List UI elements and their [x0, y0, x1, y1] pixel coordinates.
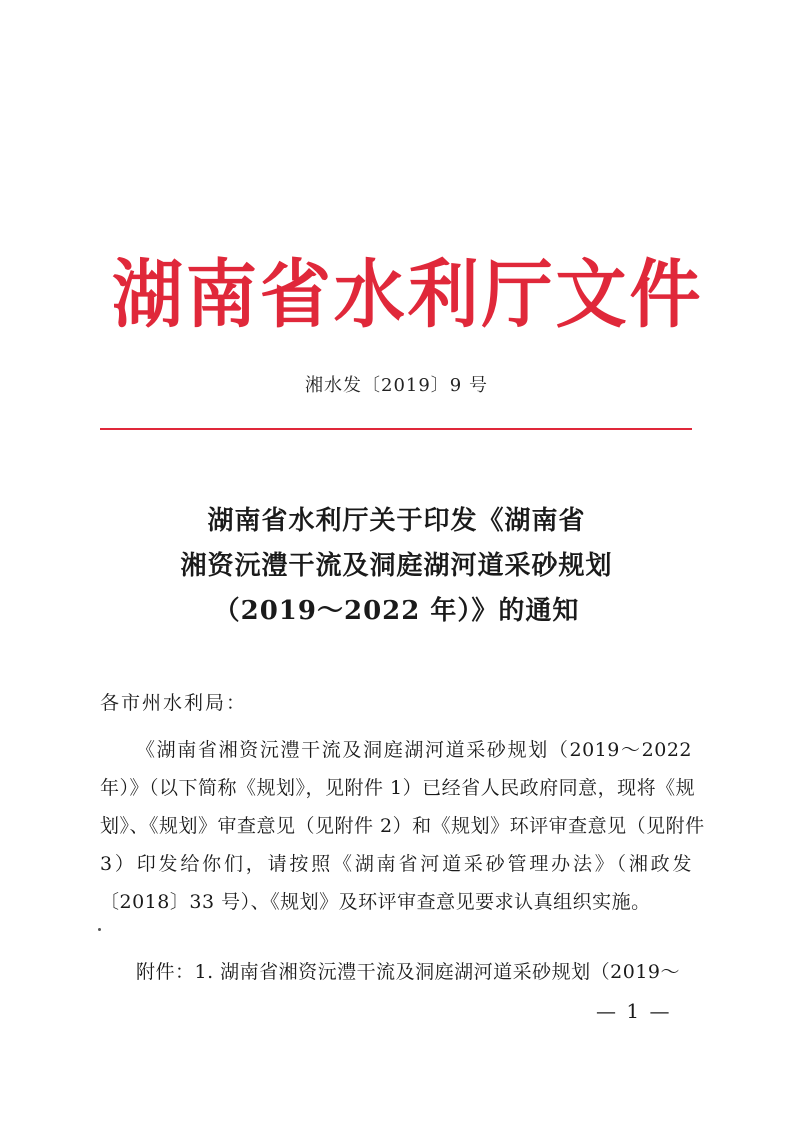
body-text-line-2: 年）》（以下简称《规划》，见附件 1）已经省人民政府同意，现将《规	[100, 777, 696, 799]
notice-title-line-1: 湖南省水利厅关于印发《湖南省	[207, 506, 586, 536]
red-separator-line	[100, 428, 692, 430]
page-number: — 1 —	[596, 999, 672, 1023]
body-text-line-1: 《湖南省湘资沅澧干流及洞庭湖河道采砂规划（2019～2022	[136, 739, 692, 761]
scan-speck	[98, 928, 101, 931]
addressee: 各市州水利局：	[100, 692, 248, 714]
attachment-line: 附件：1. 湖南省湘资沅澧干流及洞庭湖河道采砂规划（2019～	[136, 961, 681, 983]
notice-title-line-3: （2019～2022 年）》的通知	[213, 596, 580, 626]
body-text-line-3: 划》、《规划》审查意见（见附件 2）和《规划》环评审查意见（见附件	[100, 815, 705, 837]
body-text-line-5: 〔2018〕33 号）、《规划》及环评审查意见要求认真组织实施。	[100, 891, 651, 913]
body-text-line-4: 3）印发给你们，请按照《湖南省河道采砂管理办法》（湘政发	[100, 853, 692, 875]
document-masthead: 湖南省水利厅文件	[112, 252, 704, 338]
document-number: 湘水发〔2019〕9 号	[305, 375, 488, 396]
notice-title-line-2: 湘资沅澧干流及洞庭湖河道采砂规划	[180, 551, 613, 581]
